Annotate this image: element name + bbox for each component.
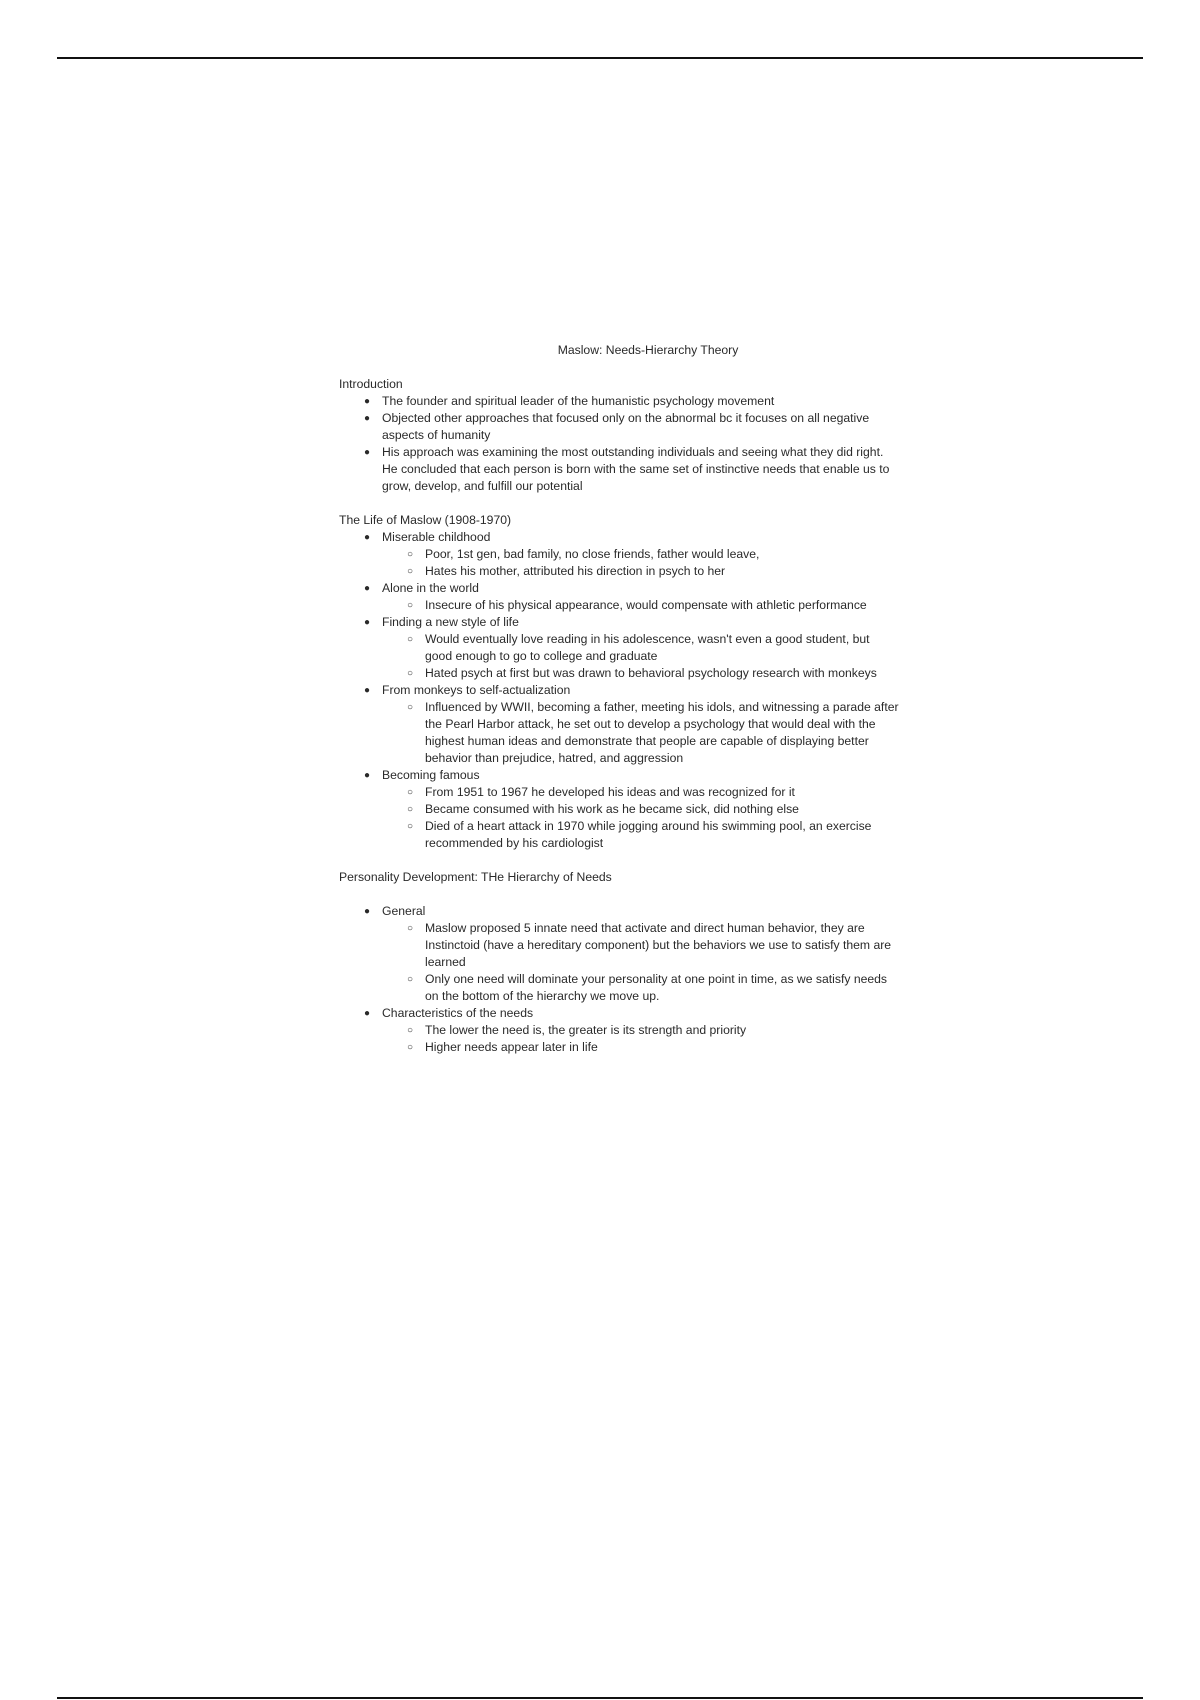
sub-list-item — [406, 597, 899, 614]
list-item — [363, 529, 899, 580]
sub-list-item-text: Insecure of his physical appearance, would compensate with athletic performance — [425, 598, 867, 612]
hollow-bullet-icon: ○ — [406, 566, 414, 577]
list-item-text: Miserable childhood — [382, 530, 491, 544]
sub-list-item-text: Higher needs appear later in life — [425, 1040, 598, 1054]
bullet-icon: ● — [363, 1008, 371, 1019]
sub-bullet-list — [382, 920, 899, 1005]
hollow-bullet-icon: ○ — [406, 804, 414, 815]
list-item-text: Alone in the world — [382, 581, 479, 595]
sub-list-item — [406, 1022, 899, 1039]
heading-spacer — [339, 886, 899, 903]
list-item-text: Becoming famous — [382, 768, 480, 782]
sub-list-item-text: Poor, 1st gen, bad family, no close friends, father would leave, — [425, 547, 760, 561]
sub-list-item-text: Only one need will dominate your personality at one point in time, as we satisfy needs on the bottom of the hierarchy we move up. — [425, 972, 888, 1003]
hollow-bullet-icon: ○ — [406, 1025, 414, 1036]
list-item-text: General — [382, 904, 426, 918]
hollow-bullet-icon: ○ — [406, 787, 414, 798]
bullet-icon: ● — [363, 617, 371, 628]
sub-list-item — [406, 631, 899, 665]
bullet-icon: ● — [363, 447, 371, 458]
list-item-text: His approach was examining the most outstanding individuals and seeing what they did right. He concluded that each person is born with the same set of instinctive needs that enable us to grow, develop, and fulfill our potential — [382, 445, 890, 493]
sub-list-item-text: Would eventually love reading in his adolescence, wasn't even a good student, but good enough to go to college and graduate — [425, 632, 870, 663]
list-item-text: Objected other approaches that focused only on the abnormal bc it focuses on all negative aspects of humanity — [382, 411, 870, 442]
bullet-icon: ● — [363, 583, 371, 594]
sub-bullet-list — [382, 699, 899, 767]
list-item-text: Characteristics of the needs — [382, 1006, 534, 1020]
list-item — [363, 580, 899, 614]
bullet-icon: ● — [363, 770, 371, 781]
hollow-bullet-icon: ○ — [406, 821, 414, 832]
document-content — [339, 342, 899, 1073]
sub-list-item-text: Hates his mother, attributed his direction in psych to her — [425, 564, 726, 578]
sub-list-item — [406, 971, 899, 1005]
sub-list-item — [406, 665, 899, 682]
list-item — [363, 682, 899, 767]
document-page — [255, 262, 975, 1202]
bullet-list — [339, 529, 899, 852]
hollow-bullet-icon: ○ — [406, 600, 414, 611]
bullet-list — [339, 393, 899, 495]
sub-bullet-list — [382, 631, 899, 682]
bullet-list — [339, 903, 899, 1056]
sub-bullet-list — [382, 1022, 899, 1056]
sub-list-item — [406, 546, 899, 563]
top-rule — [57, 57, 1143, 59]
bottom-rule — [57, 1697, 1143, 1699]
sub-list-item — [406, 563, 899, 580]
sub-list-item — [406, 801, 899, 818]
list-item — [363, 444, 899, 495]
bullet-icon: ● — [363, 532, 371, 543]
bullet-icon: ● — [363, 396, 371, 407]
list-item — [363, 614, 899, 682]
list-item-text: Finding a new style of life — [382, 615, 519, 629]
list-item — [363, 393, 899, 410]
list-item-text: From monkeys to self-actualization — [382, 683, 571, 697]
list-item — [363, 903, 899, 1005]
section-heading: Introduction — [339, 377, 403, 391]
sub-list-item-text: From 1951 to 1967 he developed his ideas and was recognized for it — [425, 785, 795, 799]
section-heading: The Life of Maslow (1908-1970) — [339, 513, 512, 527]
section — [339, 512, 899, 852]
sub-list-item-text: Maslow proposed 5 innate need that activate and direct human behavior, they are Instinctoid (have a hereditary component) but the behaviors we use to satisfy them are learned — [425, 921, 892, 969]
document-sections — [339, 376, 899, 1056]
sub-list-item-text: Influenced by WWII, becoming a father, meeting his idols, and witnessing a parade after the Pearl Harbor attack, he set out to develop a psychology that would deal with the highest human ideas and demonstrate that people are capable of displaying better behavior than prejudice, hatred, and aggression — [425, 700, 899, 765]
sub-bullet-list — [382, 597, 899, 614]
hollow-bullet-icon: ○ — [406, 702, 414, 713]
sub-list-item-text: Became consumed with his work as he became sick, did nothing else — [425, 802, 799, 816]
list-item-text: The founder and spiritual leader of the humanistic psychology movement — [382, 394, 775, 408]
sub-list-item-text: Died of a heart attack in 1970 while jogging around his swimming pool, an exercise recommended by his cardiologist — [425, 819, 872, 850]
bullet-icon: ● — [363, 685, 371, 696]
sub-list-item — [406, 818, 899, 852]
sub-bullet-list — [382, 546, 899, 580]
bullet-icon: ● — [363, 413, 371, 424]
sub-list-item — [406, 920, 899, 971]
hollow-bullet-icon: ○ — [406, 974, 414, 985]
bullet-icon: ● — [363, 906, 371, 917]
sub-list-item — [406, 1039, 899, 1056]
hollow-bullet-icon: ○ — [406, 923, 414, 934]
hollow-bullet-icon: ○ — [406, 634, 414, 645]
hollow-bullet-icon: ○ — [406, 1042, 414, 1053]
document-title: Maslow: Needs-Hierarchy Theory — [557, 343, 739, 357]
sub-bullet-list — [382, 784, 899, 852]
list-item — [363, 1005, 899, 1056]
sub-list-item — [406, 699, 899, 767]
hollow-bullet-icon: ○ — [406, 668, 414, 679]
hollow-bullet-icon: ○ — [406, 549, 414, 560]
sub-list-item-text: Hated psych at first but was drawn to behavioral psychology research with monkeys — [425, 666, 877, 680]
sub-list-item — [406, 784, 899, 801]
list-item — [363, 767, 899, 852]
section-heading: Personality Development: THe Hierarchy of Needs — [339, 870, 612, 884]
list-item — [363, 410, 899, 444]
sub-list-item-text: The lower the need is, the greater is its strength and priority — [425, 1023, 747, 1037]
section — [339, 376, 899, 495]
section — [339, 869, 899, 1056]
